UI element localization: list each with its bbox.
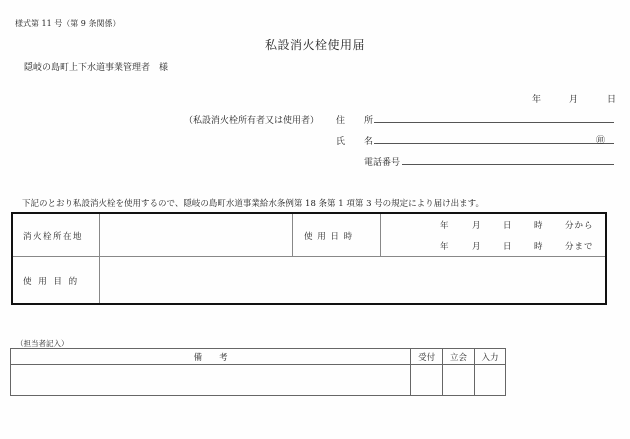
name-label-1: 氏 <box>336 137 346 147</box>
form-number: 様式第 11 号（第 9 条関係） <box>15 19 121 28</box>
from-day: 日 <box>503 221 512 231</box>
name-label-2: 名 <box>364 137 374 147</box>
date-year-label: 年 <box>532 95 542 105</box>
location-field[interactable] <box>100 214 292 256</box>
remarks-header: 備 考 <box>11 349 411 365</box>
col-divider-2 <box>292 214 293 256</box>
location-label: 消火栓所在地 <box>23 232 84 242</box>
phone-label: 電話番号 <box>364 158 401 168</box>
name-field[interactable] <box>374 143 614 144</box>
addressee: 隠岐の島町上下水道事業管理者 様 <box>24 63 169 73</box>
from-minute: 分から <box>565 221 594 231</box>
seal-icon: ㊞ <box>596 136 606 146</box>
reception-field[interactable] <box>411 365 443 396</box>
from-hour: 時 <box>534 221 543 231</box>
address-field[interactable] <box>374 122 614 123</box>
staff-note: （担当者記入） <box>16 339 69 348</box>
statement-text: 下記のとおり私設消火栓を使用するので、隠岐の島町水道事業給水条例第 18 条第 1 項第 3 号の規定により届け出ます。 <box>22 199 484 209</box>
main-table <box>11 212 607 305</box>
datetime-label: 使 用 日 時 <box>304 232 354 242</box>
reception-header: 受付 <box>411 349 443 365</box>
date-day-label: 日 <box>607 95 617 105</box>
col-divider-3 <box>380 214 381 256</box>
purpose-field[interactable] <box>100 257 605 303</box>
applicant-role: （私設消火栓所有者又は使用者） <box>184 116 320 126</box>
page-title: 私設消火栓使用届 <box>264 38 365 52</box>
phone-field[interactable] <box>402 164 614 165</box>
purpose-label: 使 用 目 的 <box>23 277 80 287</box>
from-month: 月 <box>472 221 481 231</box>
remarks-field[interactable] <box>11 365 411 396</box>
witness-field[interactable] <box>443 365 475 396</box>
date-month-label: 月 <box>569 95 579 105</box>
witness-header: 立会 <box>443 349 475 365</box>
to-hour: 時 <box>534 242 543 252</box>
to-day: 日 <box>503 242 512 252</box>
input-field[interactable] <box>475 365 506 396</box>
input-header: 入力 <box>475 349 506 365</box>
from-year: 年 <box>440 221 449 231</box>
to-year: 年 <box>440 242 449 252</box>
address-label-1: 住 <box>336 116 346 126</box>
staff-table <box>10 348 506 396</box>
to-month: 月 <box>472 242 481 252</box>
address-label-2: 所 <box>364 116 374 126</box>
to-minute: 分まで <box>565 242 594 252</box>
